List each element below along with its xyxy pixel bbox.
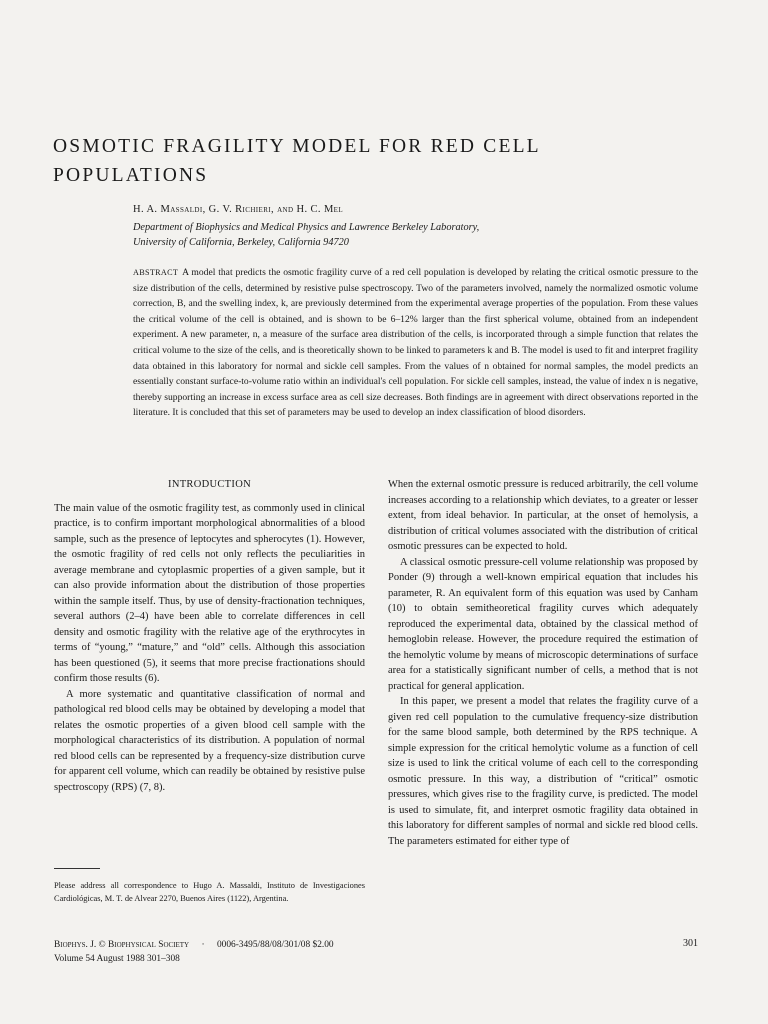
affiliation xyxy=(133,220,713,250)
title-line-2: POPULATIONS xyxy=(53,165,209,186)
affiliation-line-2: University of California, Berkeley, California 94720 xyxy=(133,237,349,248)
issn-price: 0006-3495/88/08/301/08 $2.00 xyxy=(216,940,334,950)
paragraph: When the external osmotic pressure is reduced arbitrarily, the cell volume increases according to a relationship which deviates, to a greater or lesser extent, from ideal behavior. In particular, at the onset of hemolysis, a distribution of critical volumes associated with the distribution of critical osmotic pressures can be expected to hold. xyxy=(388,479,698,552)
journal-footer xyxy=(54,938,334,966)
affiliation-line-1: Department of Biophysics and Medical Physics and Lawrence Berkeley Laboratory, xyxy=(133,222,480,233)
abstract xyxy=(133,265,698,421)
paragraph: A more systematic and quantitative classification of normal and pathological red blood cells may be obtained by developing a model that relates the osmotic properties of a given blood cell sample with the morphological characteristics of its distribution. A population of normal red blood cells can be represented by a frequency-size distribution curve for apparent cell volume, which can readily be obtained by resistive pulse spectroscopy (RPS) (7, 8). xyxy=(54,688,365,793)
correspondence-footnote: Please address all correspondence to Hugo A. Massaldi, Instituto de Investigaciones Cardiológicas, M. T. de Alvear 2270, Buenos Aires (1122), Argentina. xyxy=(54,881,365,903)
right-column xyxy=(388,477,698,849)
paragraph: In this paper, we present a model that relates the fragility curve of a given red cell population to the cumulative frequency-size distribution for the same blood sample, both determined by the RPS technique. A simple expression for the critical hemolytic volume as a function of cell size is used to link the critical volume of each cell to the corresponding osmotic pressure. In this way, a distribution of “critical” osmotic pressures, which gives rise to the fragility curve, is predicted. The model is used to simulate, fit, and interpret osmotic fragility data obtained in this laboratory for different samples of normal and sickle red blood cells. The parameters estimated for either type of xyxy=(388,696,698,847)
abstract-label: ABSTRACT xyxy=(133,268,179,277)
footnote-divider xyxy=(54,868,100,869)
left-column xyxy=(54,477,365,795)
journal-name: Biophys. J. © Biophysical Society xyxy=(54,940,190,950)
paragraph: The main value of the osmotic fragility test, as commonly used in clinical practice, is to confirm important morphological abnormalities of a blood sample, such as the presence of leptocytes and spherocytes (1). However, the osmotic fragility of red cells not only reflects the peculiarities in average membrane and cytoplasmic properties of a given sample, but it can also provide information about the distribution of those properties within the sample itself. Thus, by use of density-fractionation techniques, several authors (2–4) have been able to correlate differences in cell density and osmotic fragility with the relative age of the erythrocytes in terms of “young,” “mature,” and “old” cells. Although this association has been questioned (5), it seems that more precise fractionations should confirm those results (6). xyxy=(54,502,365,684)
volume-info: Volume 54 August 1988 301–308 xyxy=(54,954,180,964)
introduction-heading: INTRODUCTION xyxy=(168,479,251,490)
page-number: 301 xyxy=(683,938,698,949)
paragraph: A classical osmotic pressure-cell volume relationship was proposed by Ponder (9) through a well-known empirical equation that includes his parameter, R. An equivalent form of this equation was used by Canham (10) to obtain semitheoretical fragility curves which adequately reproduced the experimental data, obtained by the classical method of hemoglobin release. However, the procedure required the estimation of the hemolytic volume by means of microscopic determinations of surface area for a statistically significant number of cells, a method that is not practical for general application. xyxy=(388,556,698,692)
title-line-1: OSMOTIC FRAGILITY MODEL FOR RED CELL xyxy=(53,136,541,157)
article-title xyxy=(53,132,703,190)
abstract-text: A model that predicts the osmotic fragility curve of a red cell population is developed by relating the critical osmotic pressure to the size distribution of the cells, determined by resistive pulse spectroscopy. Two of the parameters involved, namely the normalized osmotic volume correction, B, and the swelling index, k, are previously determined from the experimental average properties of the population. From these values the critical volume of the cell is obtained, and is shown to be 6–12% larger than the first spherical volume, obtained from an independent experiment. A new parameter, n, a measure of the surface area distribution of the cells, is incorporated through a simple function that relates the critical volume to the size of the cells, and is theoretically shown to be linked to parameters k and B. The model is used to fit and interpret fragility data obtained in this laboratory for normal and sickle cell samples. From the values of n obtained for normal samples, the model predicts an essentially constant surface-to-volume ratio within an individual's cell population. For sickle cell samples, instead, the value of index n is negative, thereby supporting an increase in excess surface area as cell size decreases. Both findings are in agreement with direct observations reported in the literature. It is concluded that this set of parameters may be used to develop an index classification of blood disorders. xyxy=(133,267,698,419)
author-list: H. A. Massaldi, G. V. Richieri, and H. C. Mel xyxy=(133,204,344,215)
footer-separator: · xyxy=(201,940,205,950)
